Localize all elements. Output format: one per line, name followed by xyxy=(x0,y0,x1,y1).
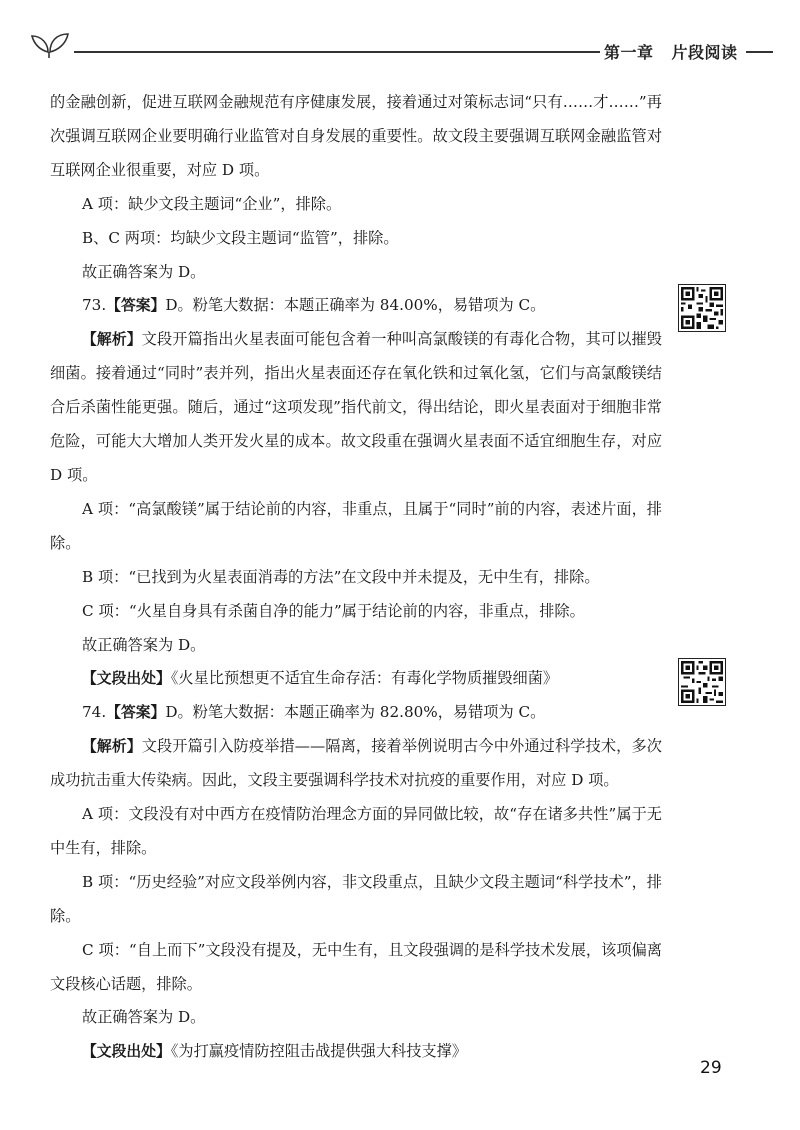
section-label: 片段阅读 xyxy=(671,43,738,62)
paragraph: C 项：“火星自身具有杀菌自净的能力”属于结论前的内容，非重点，排除。 xyxy=(82,601,585,620)
paragraph: A 项：“高氯酸镁”属于结论前的内容，非重点，且属于“同时”前的内容，表述片面，排除。 xyxy=(50,499,662,552)
question-73-source xyxy=(50,662,662,696)
question-number: 73. xyxy=(82,296,107,315)
paragraph: 故正确答案为 D。 xyxy=(82,635,206,654)
question-74-source xyxy=(50,1035,662,1069)
source-tag: 【文段出处】 xyxy=(82,670,171,688)
answer-tag: 【答案】 xyxy=(106,704,166,722)
source-tag: 【文段出处】 xyxy=(82,1043,171,1061)
leaf-sprout-icon xyxy=(28,28,72,58)
qr-code-icon[interactable] xyxy=(678,658,726,706)
question-73-answer xyxy=(50,289,662,323)
paragraph: 故正确答案为 D。 xyxy=(82,262,206,281)
answer-tag: 【答案】 xyxy=(106,297,166,315)
header-rule-left xyxy=(74,51,600,53)
question-73-analysis xyxy=(50,323,662,493)
analysis-tag: 【解析】 xyxy=(82,331,142,349)
question-74-analysis xyxy=(50,730,662,798)
answer-text: D。粉笔大数据：本题正确率为 84.00%，易错项为 C。 xyxy=(165,296,546,315)
page-header xyxy=(28,28,773,68)
source-text: 《为打赢疫情防控阻击战提供强大科技支撑》 xyxy=(170,1042,467,1061)
question-number: 74. xyxy=(82,703,107,722)
paragraph: C 项：“自上而下”文段没有提及，无中生有，且文段强调的是科学技术发展，该项偏离文段核心话题，排除。 xyxy=(50,940,662,993)
analysis-text: 文段开篇指出火星表面可能包含着一种叫高氯酸镁的有毒化合物，其可以摧毁细菌。接着通过“同时”表并列，指出火星表面还存在氧化铁和过氧化氢，它们与高氯酸镁结合后杀菌性能更强。随后，通过“这项发现”指代前文，得出结论，即火星表面对于细胞非常危险，可能大大增加人类开发火星的成本。故文段重在强调火星表面不适宜细胞生存，对应 D 项。 xyxy=(50,330,662,484)
answer-text: D。粉笔大数据：本题正确率为 82.80%，易错项为 C。 xyxy=(165,703,546,722)
paragraph: A 项：缺少文段主题词“企业”，排除。 xyxy=(82,194,342,213)
chapter-title xyxy=(604,40,738,63)
analysis-tag: 【解析】 xyxy=(82,738,142,756)
page-number: 29 xyxy=(700,1058,722,1078)
analysis-text: 文段开篇引入防疫举措——隔离，接着举例说明古今中外通过科学技术，多次成功抗击重大传染病。因此，文段主要强调科学技术对抗疫的重要作用，对应 D 项。 xyxy=(50,737,662,790)
paragraph: 的金融创新，促进互联网金融规范有序健康发展，接着通过对策标志词“只有……才……”再次强调互联网企业要明确行业监管对自身发展的重要性。故文段主要强调互联网金融监管对互联网企业很重要，对应 D 项。 xyxy=(50,93,662,179)
paragraph: B 项：“已找到为火星表面消毒的方法”在文段中并未提及，无中生有，排除。 xyxy=(82,567,600,586)
question-74-answer xyxy=(50,696,662,730)
page-body xyxy=(50,86,662,1069)
chapter-label: 第一章 xyxy=(604,43,654,62)
source-text: 《火星比预想更不适宜生命存活：有毒化学物质摧毁细菌》 xyxy=(170,669,559,688)
header-rule-right xyxy=(746,51,773,53)
qr-code-icon[interactable] xyxy=(678,284,726,332)
paragraph: B、C 两项：均缺少文段主题词“监管”，排除。 xyxy=(82,228,399,247)
paragraph: 故正确答案为 D。 xyxy=(82,1008,206,1027)
paragraph: A 项：文段没有对中西方在疫情防治理念方面的异同做比较，故“存在诸多共性”属于无中生有，排除。 xyxy=(50,805,662,857)
paragraph: B 项：“历史经验”对应文段举例内容，非文段重点，且缺少文段主题词“科学技术”，排除。 xyxy=(50,872,662,925)
